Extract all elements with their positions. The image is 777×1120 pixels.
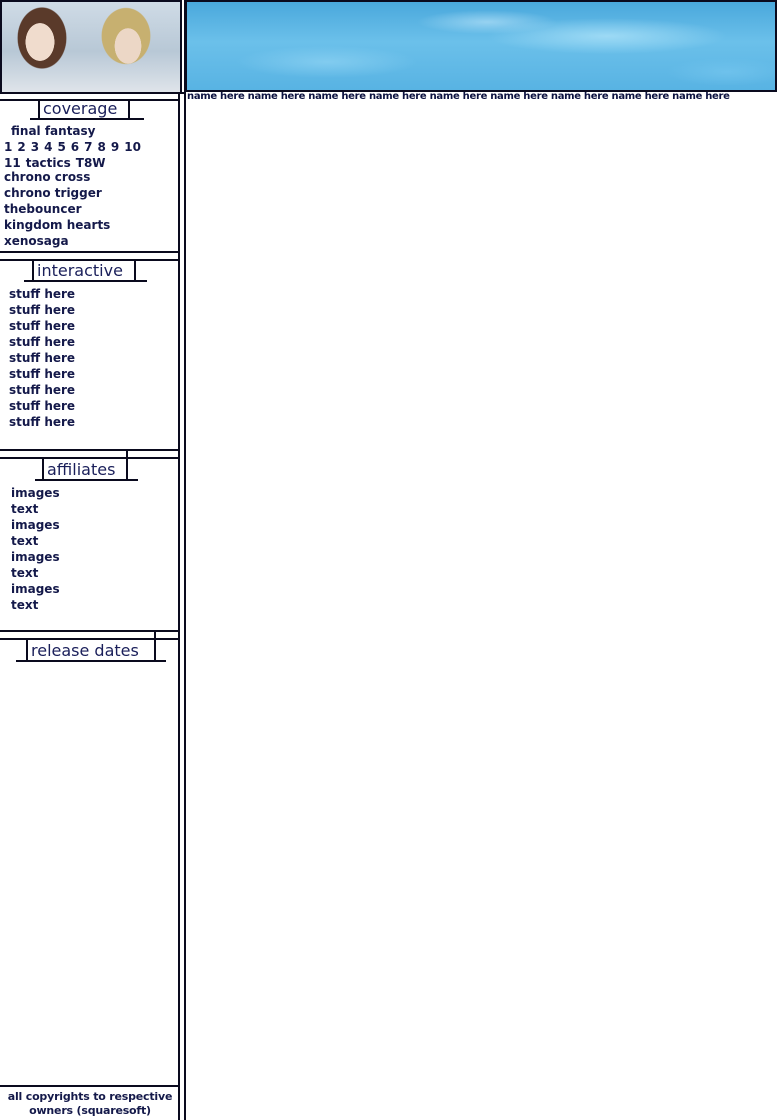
interactive-item[interactable]: stuff here — [9, 415, 76, 429]
interactive-item[interactable]: stuff here — [9, 335, 76, 349]
affiliates-list — [11, 485, 60, 613]
coverage-underline — [30, 118, 144, 120]
interactive-item[interactable]: stuff here — [9, 303, 76, 317]
coverage-heading: coverage — [43, 99, 118, 118]
affiliates-tick-right — [126, 451, 128, 480]
ff-number-link[interactable]: 4 — [44, 140, 53, 154]
divider-interactive — [0, 251, 180, 253]
copyright-line-1: all copyrights to respective — [7, 1090, 173, 1103]
ff-number-list — [4, 139, 146, 155]
affiliate-item[interactable]: text — [11, 534, 39, 548]
xenosaga-link[interactable]: xenosaga — [4, 234, 69, 248]
ff-number-link[interactable]: 6 — [70, 140, 80, 154]
release-tick-left — [26, 638, 28, 661]
kingdom-hearts-link[interactable]: kingdom hearts — [4, 218, 111, 232]
sidebar-right-border — [178, 94, 180, 1120]
affiliate-item[interactable]: images — [11, 486, 60, 500]
interactive-item[interactable]: stuff here — [9, 319, 76, 333]
release-tick-right — [154, 632, 156, 661]
ff-tactics-link[interactable]: tactics — [25, 156, 71, 170]
divider-top — [0, 92, 186, 94]
interactive-heading: interactive — [37, 261, 123, 280]
affiliate-item[interactable]: text — [11, 598, 39, 612]
release-dates-heading: release dates — [31, 641, 139, 660]
release-underline — [16, 660, 166, 662]
ff-number-link[interactable]: 10 — [124, 140, 141, 154]
ff-label-link[interactable]: final fantasy — [11, 124, 96, 138]
affiliate-item[interactable]: text — [11, 502, 39, 516]
content-left-border — [184, 0, 186, 1120]
interactive-list — [9, 286, 75, 430]
coverage-link-list — [4, 169, 110, 249]
affiliate-item[interactable]: images — [11, 582, 60, 596]
affiliates-tick-left — [42, 457, 44, 480]
interactive-tick-left — [32, 259, 34, 281]
thebouncer-link[interactable]: thebouncer — [4, 202, 82, 216]
affiliates-heading: affiliates — [47, 460, 116, 479]
ff-11-link[interactable]: 11 — [4, 156, 21, 170]
copyright-line-2: owners (squaresoft) — [29, 1104, 151, 1117]
ff-number-link[interactable]: 9 — [110, 140, 120, 154]
interactive-item[interactable]: stuff here — [9, 287, 76, 301]
name-strip: name here name here name here name here name here name here name here name here name here — [187, 92, 730, 102]
ff-number-link[interactable]: 7 — [84, 140, 93, 154]
ff-t8w-link[interactable]: T8W — [75, 156, 106, 170]
divider-affiliates — [0, 449, 180, 451]
interactive-tick-right — [134, 259, 136, 281]
chrono-trigger-link[interactable]: chrono trigger — [4, 186, 102, 200]
ff-number-link[interactable]: 5 — [57, 140, 66, 154]
ff-number-link[interactable]: 1 — [4, 140, 13, 154]
interactive-item[interactable]: stuff here — [9, 351, 76, 365]
divider-footer — [0, 1085, 180, 1087]
interactive-item[interactable]: stuff here — [9, 383, 76, 397]
divider-release — [0, 630, 180, 632]
ff-number-link[interactable]: 2 — [17, 140, 26, 154]
header-portrait-image — [0, 0, 182, 94]
affiliate-item[interactable]: images — [11, 550, 60, 564]
affiliate-item[interactable]: images — [11, 518, 60, 532]
interactive-underline — [24, 280, 147, 282]
copyright-footer — [0, 1090, 180, 1118]
affiliate-item[interactable]: text — [11, 566, 39, 580]
interactive-item[interactable]: stuff here — [9, 367, 76, 381]
header-water-banner — [185, 0, 777, 92]
affiliates-underline — [35, 479, 138, 481]
coverage-tick-right — [128, 99, 130, 119]
ff-number-link[interactable]: 3 — [30, 140, 40, 154]
chrono-cross-link[interactable]: chrono cross — [4, 170, 91, 184]
coverage-tick-left — [38, 99, 40, 119]
divider-affiliates-2 — [0, 457, 180, 459]
interactive-item[interactable]: stuff here — [9, 399, 76, 413]
ff-number-link[interactable]: 8 — [97, 140, 106, 154]
